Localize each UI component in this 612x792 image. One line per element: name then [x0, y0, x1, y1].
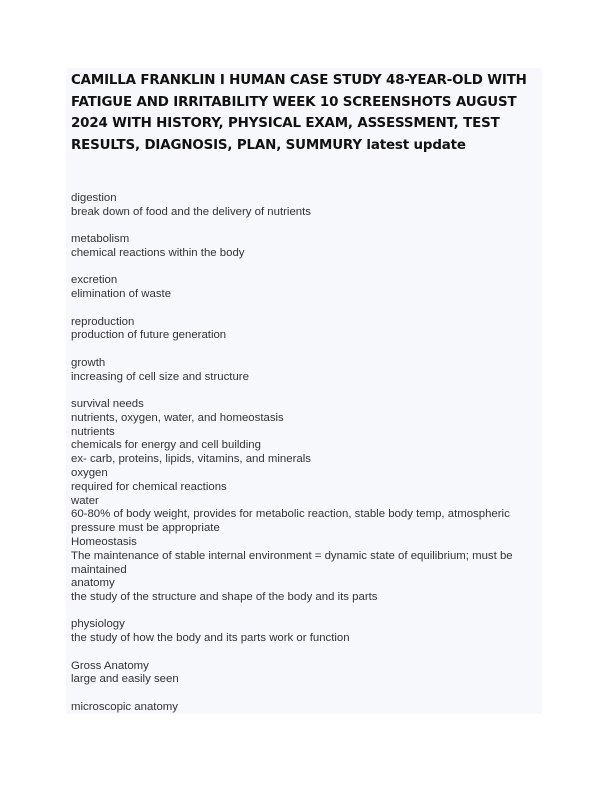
text-line: the study of the structure and shape of the body and its parts	[71, 591, 378, 604]
text-line: Homeostasis	[71, 535, 137, 548]
text-line: chemicals for energy and cell building	[71, 439, 261, 452]
text-line: physiology	[71, 618, 125, 631]
text-line: oxygen	[71, 466, 108, 479]
text-line: water	[71, 494, 99, 507]
text-line: increasing of cell size and structure	[71, 370, 249, 383]
paragraph-gap	[71, 343, 541, 357]
text-line: production of future generation	[71, 329, 227, 342]
paragraph-gap	[71, 220, 541, 234]
text-line: the study of how the body and its parts work or function	[71, 632, 350, 645]
text-line: ex- carb, proteins, lipids, vitamins, and minerals	[71, 453, 311, 466]
paragraph-gap	[71, 302, 541, 316]
text-line: elimination of waste	[71, 288, 172, 301]
text-line: break down of food and the delivery of nutrients	[71, 205, 311, 218]
text-line: large and easily seen	[71, 673, 179, 686]
text-line: microscopic anatomy	[71, 700, 178, 713]
text-line: digestion	[71, 192, 117, 204]
document-title: CAMILLA FRANKLIN I HUMAN CASE STUDY 48-YEAR-OLD WITH FATIGUE AND IRRITABILITY WEEK 10 SCREENSHOTS AUGUST 2024 WITH HISTORY, PHYSICAL EXAM, ASSESSMENT, TEST RESULTS, DIAGNOSIS, PLAN, SUMMURY latest update	[71, 73, 527, 153]
text-line: growth	[71, 356, 106, 369]
text-line: metabolism	[71, 233, 130, 246]
text-line: chemical reactions within the body	[71, 246, 245, 259]
text-line: The maintenance of stable internal environment = dynamic state of equilibrium; must be maintained	[71, 549, 513, 576]
text-line: Gross Anatomy	[71, 659, 149, 672]
paragraph-gap	[71, 687, 541, 701]
text-line: required for chemical reactions	[71, 480, 227, 493]
document-body	[71, 192, 541, 715]
paragraph-gap	[71, 384, 541, 398]
text-line: reproduction	[71, 315, 135, 328]
paragraph-gap	[71, 646, 541, 660]
text-line: survival needs	[71, 397, 144, 410]
text-line: nutrients	[71, 425, 115, 438]
paragraph-gap	[71, 605, 541, 619]
text-line: 60-80% of body weight, provides for metabolic reaction, stable body temp, atmospheric pressure must be appropriate	[71, 508, 510, 535]
paragraph-gap	[71, 261, 541, 275]
text-line: excretion	[71, 274, 118, 287]
text-line: nutrients, oxygen, water, and homeostasis	[71, 411, 284, 424]
text-line: anatomy	[71, 577, 115, 590]
